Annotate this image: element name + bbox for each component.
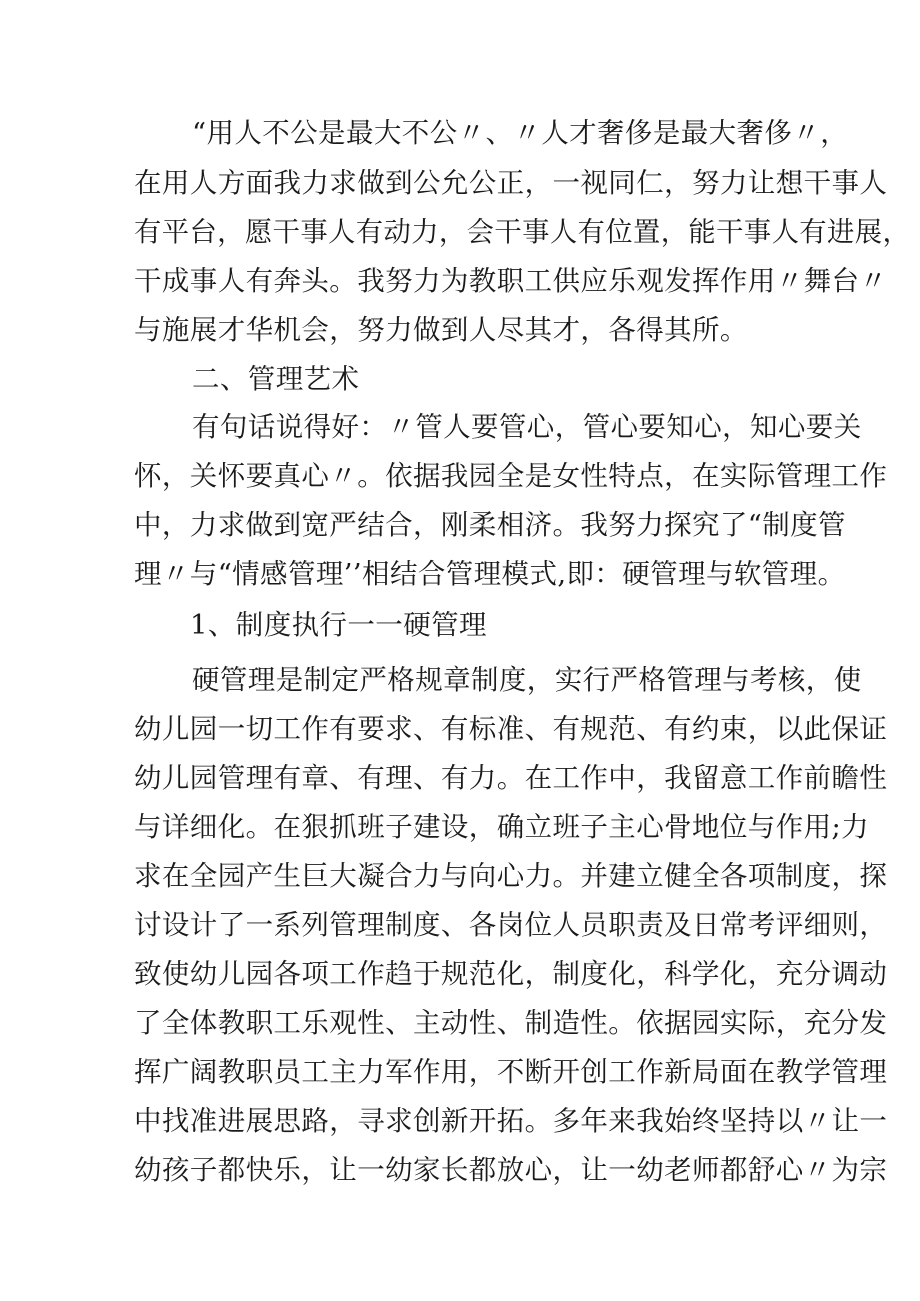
paragraph-line: 中，力求做到宽严结合，刚柔相济。我努力探究了“制度管 <box>134 509 846 541</box>
paragraph-line: 理〃与“情感管理’’相结合管理模式,即：硬管理与软管理。 <box>134 558 846 590</box>
paragraph-line: 干成事人有奔头。我努力为教职工供应乐观发挥作用〃舞台〃 <box>134 265 888 297</box>
paragraph-line: 挥广阔教职员工主力军作用，不断开创工作新局面在教学管理 <box>134 1056 888 1088</box>
paragraph-line: 中找准进展思路，寻求创新开拓。多年来我始终坚持以〃让一 <box>134 1105 888 1137</box>
paragraph-line: 有句话说得好：〃管人要管心，管心要知心，知心要关 <box>192 411 862 443</box>
paragraph-line: 求在全园产生巨大凝合力与向心力。并建立健全各项制度，探 <box>134 860 888 892</box>
paragraph-line: 与详细化。在狠抓班子建设，确立班子主心骨地位与作用;力 <box>134 811 870 843</box>
paragraph-line: 幼儿园管理有章、有理、有力。在工作中，我留意工作前瞻性 <box>134 762 888 794</box>
paragraph-line: 有平台，愿干事人有动力，会干事人有位置，能干事人有进展， <box>134 216 911 248</box>
paragraph-line: 怀，关怀要真心〃。依据我园全是女性特点，在实际管理工作 <box>134 460 888 492</box>
paragraph-line: 了全体教职工乐观性、主动性、制造性。依据园实际，充分发 <box>134 1007 888 1039</box>
paragraph-line: “用人不公是最大不公〃、〃人才奢侈是最大奢侈〃， <box>192 117 849 149</box>
paragraph-line: 在用人方面我力求做到公允公正，一视同仁，努力让想干事人 <box>134 167 888 199</box>
paragraph-line: 硬管理是制定严格规章制度，实行严格管理与考核，使 <box>192 664 862 696</box>
section-heading: 二、管理艺术 <box>192 363 360 395</box>
subsection-heading: 1、制度执行一一硬管理 <box>190 609 487 641</box>
paragraph-line: 致使幼儿园各项工作趋于规范化，制度化，科学化，充分调动 <box>134 958 888 990</box>
paragraph-line: 讨设计了一系列管理制度、各岗位人员职责及日常考评细则， <box>134 909 888 941</box>
paragraph-line: 与施展才华机会，努力做到人尽其才，各得其所。 <box>134 314 748 346</box>
paragraph-line: 幼儿园一切工作有要求、有标准、有规范、有约束，以此保证 <box>134 713 888 745</box>
paragraph-line: 幼孩子都快乐，让一幼家长都放心，让一幼老师都舒心〃为宗 <box>134 1154 888 1186</box>
